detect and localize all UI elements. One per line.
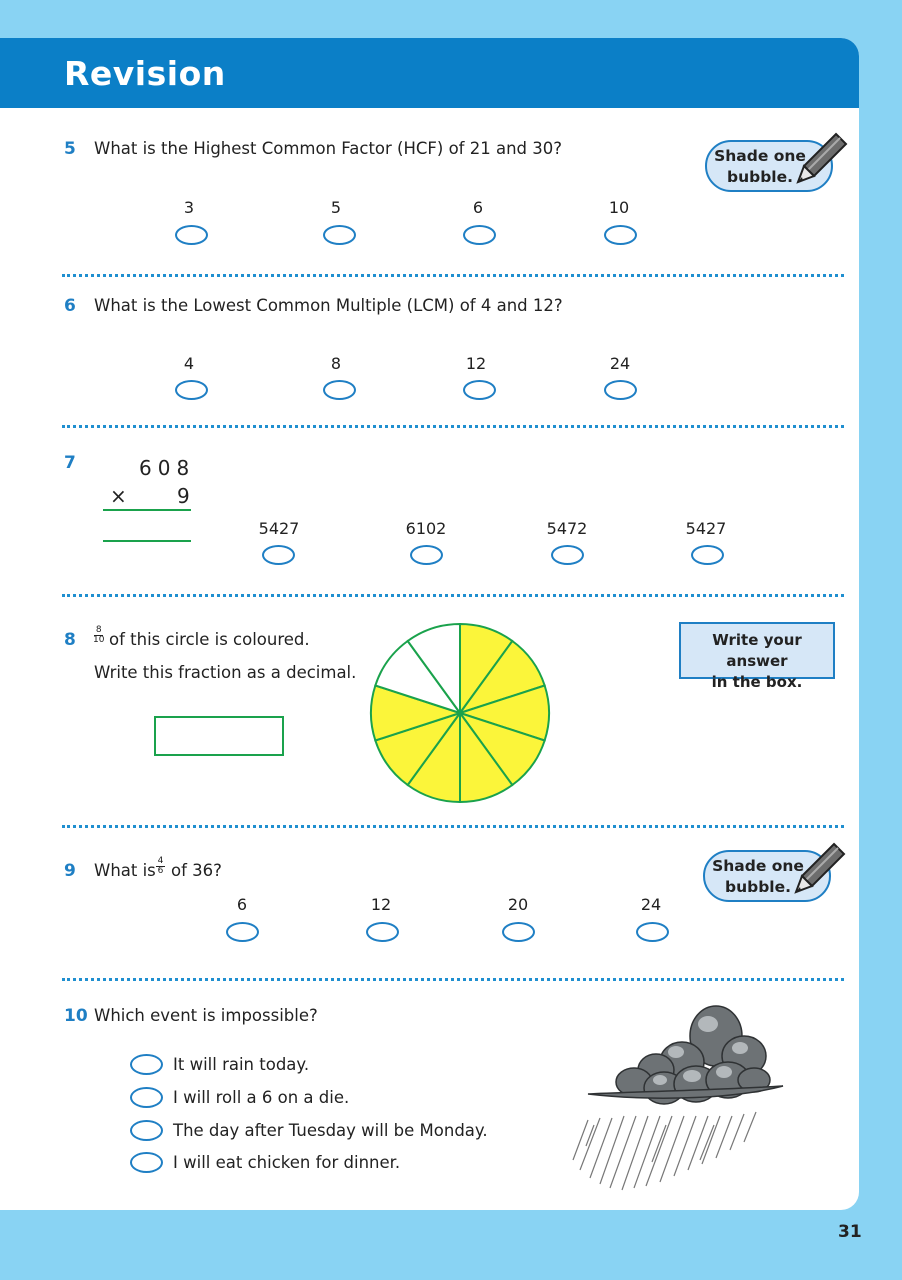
q9-option-label: 12 — [370, 895, 392, 914]
fraction-circle — [368, 621, 552, 805]
multiplication-line — [103, 509, 191, 511]
question-8-number: 8 — [64, 630, 76, 650]
fraction-four-sixths — [156, 857, 165, 876]
q7-answer-bubble[interactable] — [410, 545, 443, 565]
q5-answer-bubble[interactable] — [175, 225, 208, 245]
question-9-text-after: of 36? — [171, 861, 222, 880]
fraction-numerator: 4 — [157, 856, 164, 866]
fraction-denominator: 10 — [93, 635, 105, 645]
q10-option-label: The day after Tuesday will be Monday. — [173, 1121, 488, 1140]
q7-option-label: 5427 — [258, 519, 300, 538]
q9-answer-bubble[interactable] — [636, 922, 669, 942]
question-7-number: 7 — [64, 453, 76, 473]
q9-answer-bubble[interactable] — [366, 922, 399, 942]
q6-option-label: 4 — [183, 354, 195, 373]
question-5-number: 5 — [64, 139, 76, 159]
q6-option-label: 24 — [609, 354, 631, 373]
q9-answer-bubble[interactable] — [226, 922, 259, 942]
q9-option-label: 24 — [640, 895, 662, 914]
multiplication-multiplier: 9 — [177, 484, 196, 508]
shade-note-line2: bubble. — [724, 878, 792, 896]
q10-answer-bubble[interactable] — [130, 1152, 163, 1173]
q6-answer-bubble[interactable] — [463, 380, 496, 400]
multiplication-top-number: 608 — [139, 456, 196, 480]
q5-answer-bubble[interactable] — [604, 225, 637, 245]
q6-answer-bubble[interactable] — [175, 380, 208, 400]
question-8-text: of this circle is coloured. — [109, 630, 310, 649]
question-10-number: 10 — [64, 1006, 88, 1026]
write-note-line1: Write your answer — [712, 631, 802, 670]
decimal-answer-box[interactable] — [154, 716, 284, 756]
header-banner — [0, 38, 859, 108]
q5-option-label: 10 — [608, 198, 630, 217]
write-answer-note — [679, 622, 835, 691]
q10-option-label: I will eat chicken for dinner. — [173, 1153, 401, 1172]
question-8-instruction: Write this fraction as a decimal. — [94, 663, 357, 682]
shade-note-line1: Shade one — [712, 857, 804, 875]
q7-option-label: 6102 — [405, 519, 447, 538]
section-divider — [62, 978, 844, 981]
q7-option-label: 5472 — [546, 519, 588, 538]
page-title: Revision — [64, 54, 226, 93]
section-divider — [62, 274, 844, 277]
q6-option-label: 12 — [465, 354, 487, 373]
section-divider — [62, 594, 844, 597]
shade-note-line1: Shade one — [714, 147, 806, 165]
q9-option-label: 6 — [236, 895, 248, 914]
question-6-text: What is the Lowest Common Multiple (LCM) of 4 and 12? — [94, 296, 563, 315]
fraction-denominator: 6 — [157, 866, 164, 876]
q10-answer-bubble[interactable] — [130, 1054, 163, 1075]
question-9-text-before: What is — [94, 861, 156, 880]
pencil-icon — [796, 132, 848, 190]
q7-answer-bubble[interactable] — [551, 545, 584, 565]
question-6-number: 6 — [64, 296, 76, 316]
multiplication-operator: × — [110, 484, 133, 508]
q7-option-label: 5427 — [685, 519, 727, 538]
q10-answer-bubble[interactable] — [130, 1087, 163, 1108]
q6-option-label: 8 — [330, 354, 342, 373]
q7-answer-bubble[interactable] — [691, 545, 724, 565]
q10-answer-bubble[interactable] — [130, 1120, 163, 1141]
q5-answer-bubble[interactable] — [463, 225, 496, 245]
q9-answer-bubble[interactable] — [502, 922, 535, 942]
q10-option-label: I will roll a 6 on a die. — [173, 1088, 350, 1107]
rain-cloud-icon — [568, 1000, 793, 1195]
shade-note-line2: bubble. — [726, 168, 794, 186]
q6-answer-bubble[interactable] — [604, 380, 637, 400]
q5-option-label: 5 — [330, 198, 342, 217]
write-note-line2: in the box. — [711, 673, 803, 691]
q5-option-label: 6 — [472, 198, 484, 217]
page-number: 31 — [838, 1222, 862, 1242]
fraction-numerator: 8 — [95, 625, 102, 635]
section-divider — [62, 425, 844, 428]
q9-option-label: 20 — [507, 895, 529, 914]
question-5-text: What is the Highest Common Factor (HCF) of 21 and 30? — [94, 139, 563, 158]
q7-answer-bubble[interactable] — [262, 545, 295, 565]
q5-option-label: 3 — [183, 198, 195, 217]
q10-option-label: It will rain today. — [173, 1055, 310, 1074]
q5-answer-bubble[interactable] — [323, 225, 356, 245]
fraction-eight-tenths — [93, 626, 104, 645]
question-9-number: 9 — [64, 861, 76, 881]
pencil-icon — [794, 842, 846, 900]
question-10-text: Which event is impossible? — [94, 1006, 318, 1025]
section-divider — [62, 825, 844, 828]
answer-line — [103, 540, 191, 542]
q6-answer-bubble[interactable] — [323, 380, 356, 400]
